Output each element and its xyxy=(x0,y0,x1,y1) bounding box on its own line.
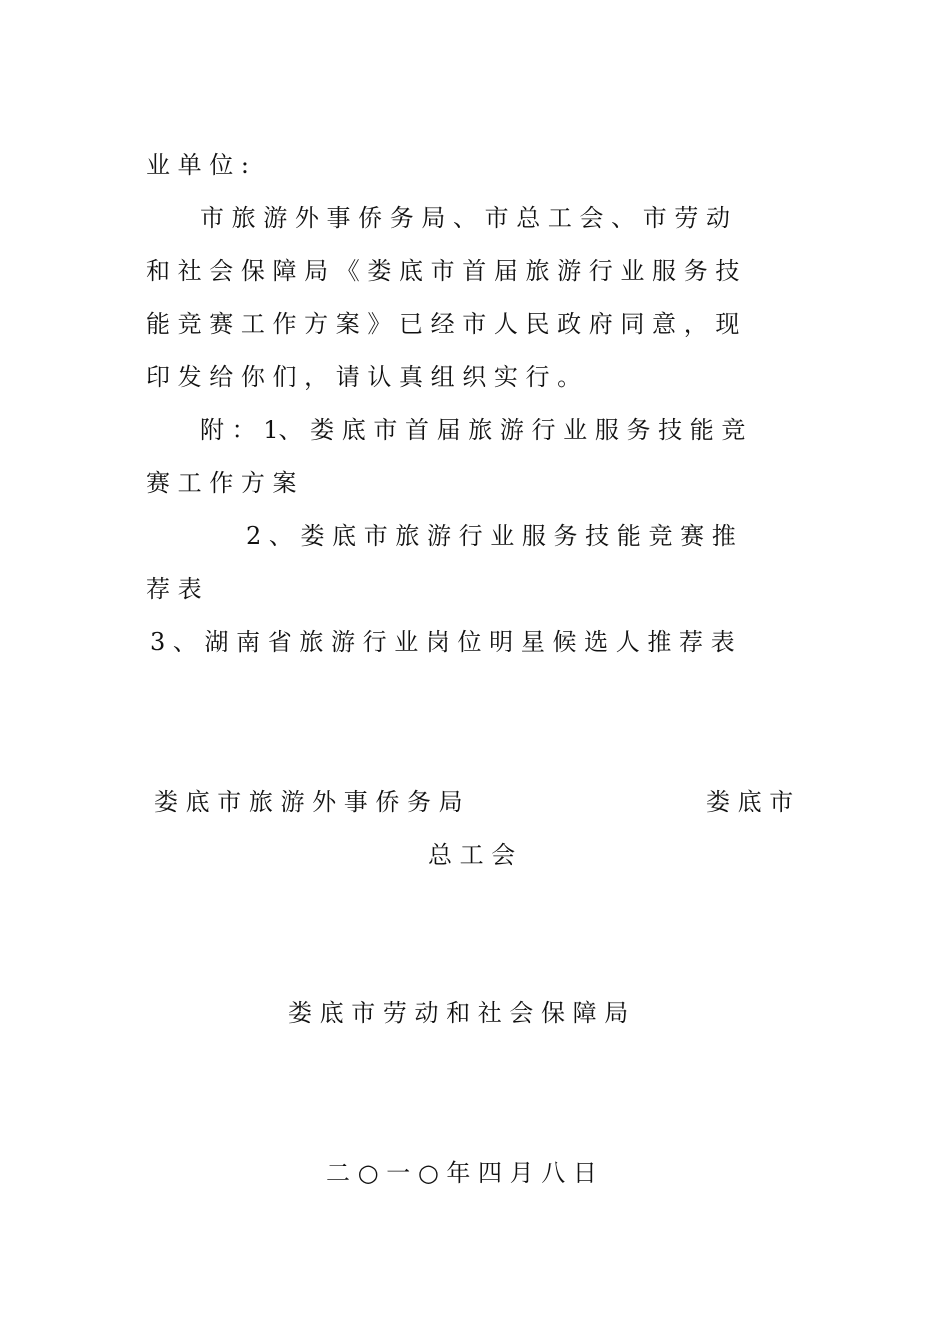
body-line-2: 和 社 会 保 障 局 《 娄 底 市 首 届 旅 游 行 业 服 务 技 xyxy=(146,257,740,285)
document-date: 二 ○ 一 ○ 年 四 月 八 日 xyxy=(326,1159,597,1187)
body-line-3: 能 竞 赛 工 作 方 案 》 已 经 市 人 民 政 府 同 意 ， 现 xyxy=(146,310,740,338)
attachment-3: 3 、 湖 南 省 旅 游 行 业 岗 位 明 星 候 选 人 推 荐 表 xyxy=(150,628,735,656)
signatory-union-part2: 总 工 会 xyxy=(428,841,516,869)
attachment-2-line-1: 2 、 娄 底 市 旅 游 行 业 服 务 技 能 竞 赛 推 xyxy=(246,522,736,550)
body-line-4: 印 发 给 你 们 ， 请 认 真 组 织 实 行 。 xyxy=(146,363,582,391)
signatory-union-part1: 娄 底 市 xyxy=(706,788,794,816)
attachment-1-line-1: 附 ： 1、 娄 底 市 首 届 旅 游 行 业 服 务 技 能 竞 xyxy=(200,416,746,444)
addressee-line: 业 单 位 : xyxy=(146,151,249,179)
attachment-1-line-2: 赛 工 作 方 案 xyxy=(146,469,297,497)
signatory-tourism-bureau: 娄 底 市 旅 游 外 事 侨 务 局 xyxy=(154,788,463,816)
signatory-labor-bureau: 娄 底 市 劳 动 和 社 会 保 障 局 xyxy=(288,999,629,1027)
attachment-2-line-2: 荐 表 xyxy=(146,575,202,603)
body-line-1: 市 旅 游 外 事 侨 务 局 、 市 总 工 会 、 市 劳 动 xyxy=(200,204,731,232)
